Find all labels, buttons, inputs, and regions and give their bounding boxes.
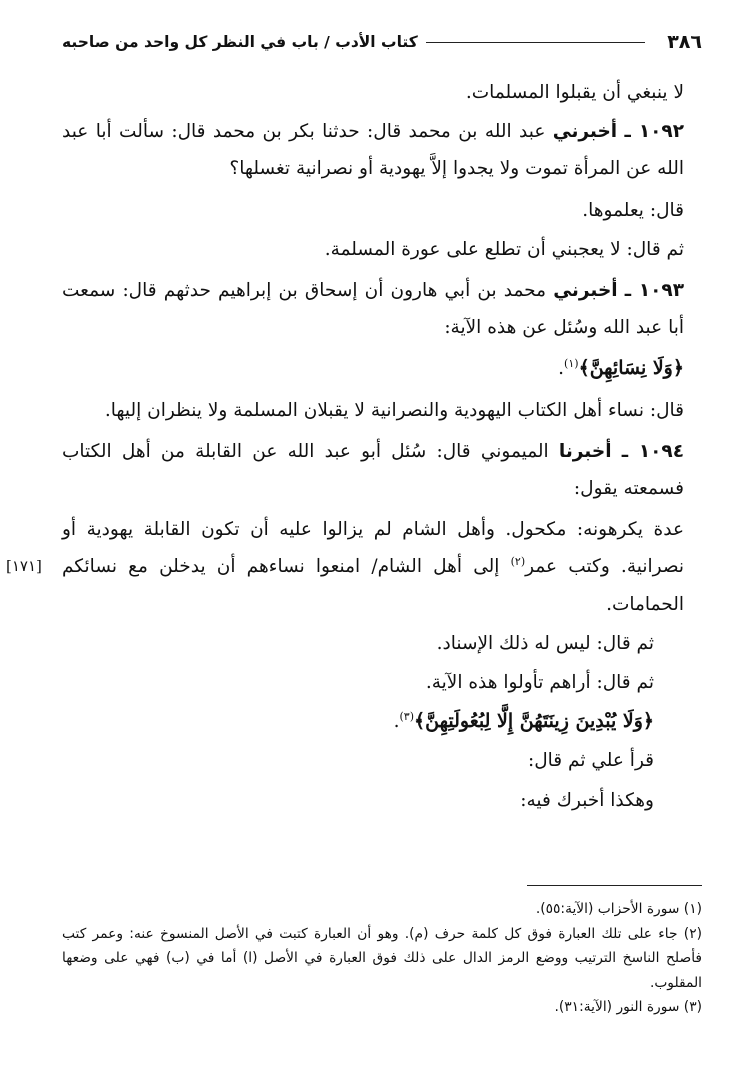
manuscript-folio-ref: [١٧١] [6,557,42,576]
paragraph [62,742,702,779]
paragraph [6,511,702,623]
paragraph [62,74,702,111]
text-line: قرأ علي ثم قال: [527,750,654,772]
main-text [6,74,702,821]
footnote-marker: (١) [564,357,579,371]
paragraph [62,392,702,429]
hadith-text: محمد بن أبي هارون أن إسحاق بن إبراهيم حدثهم قال: سمعت أبا عبد الله وسُئل عن هذه الآية: [62,280,684,339]
hadith-text: الميموني قال: سُئل أبو عبد الله عن القابلة من أهل الكتاب فسمعته يقول: [62,440,684,500]
hadith-1092 [62,113,702,187]
text-line: ثم قال: أراهم تأولوا هذه الآية. [425,672,654,694]
running-header [62,30,702,54]
footnote: (٣) سورة النور (الآية:٣١). [554,999,702,1015]
text-line: ثم قال: ليس له ذلك الإسناد. [436,632,654,654]
ayah-text: ﴿وَلَا يُبْدِينَ زِينَتَهُنَّ إِلَّا لِبُعُولَتِهِنَّ﴾ [414,710,654,733]
page-number: ٣٨٦ [667,31,702,53]
punctuation: . [393,711,400,733]
text-line: عدة يكرهونه: مكحول. وأهل الشام لم يزالوا عليه أن تكون القابلة يهودية أو نصرانية. وكتب عمر [62,519,685,578]
footnote-marker: (٣) [399,710,414,724]
footnote-divider [527,885,702,886]
hadith-number: ١٠٩٢ ـ [624,121,684,143]
hadith-text: عبد الله بن محمد قال: حدثنا بكر بن محمد قال: سألت أبا عبد الله عن المرأة تموت ولا يجدوا إلاَّ يهودية أو نصرانية تغسلها؟ [62,121,684,180]
hadith-lead: أخبرني [553,280,618,302]
paragraph [62,782,702,819]
ayah-text: ﴿وَلَا نِسَائِهِنَّ﴾ [578,357,684,380]
hadith-number: ١٠٩٤ ـ [621,440,685,462]
footnote: (٢) جاء على تلك العبارة فوق كل كلمة حرف (م). وهو أن العبارة كتبت في الأصل المنسوخ عنه: وعمر كتب فأصلح الناسخ الترتيب ووضع الرمز الدال على ذلك فوق العبارة في الأصل (ا) أما في (ب) فهي على وضعها المقلوب. [62,925,702,991]
text-line: ثم قال: لا يعجبني أن تطلع على عورة المسلمة. [324,238,684,260]
hadith-1093 [62,272,702,346]
hadith-lead: أخبرنا [558,440,612,462]
paragraph [62,231,702,268]
text-line: قال: يعلموها. [582,199,684,221]
footnotes [62,897,702,1020]
punctuation: . [558,358,565,380]
header-title: كتاب الأدب / باب في النظر كل واحد من صاحبه [62,33,418,51]
text-line: إلى أهل الشام/ امنعوا نساءهم أن يدخلن مع نسائكم الحمامات. [62,556,684,615]
quran-verse [62,350,702,387]
hadith-number: ١٠٩٣ ـ [624,280,685,302]
hadith-lead: أخبرني [552,121,618,143]
quran-verse [62,703,702,740]
hadith-1094 [62,433,702,507]
text-line: لا ينبغي أن يقبلوا المسلمات. [465,82,684,103]
text-line: قال: نساء أهل الكتاب اليهودية والنصرانية لا يقبلان المسلمة ولا ينظران إليها. [104,399,684,421]
paragraph [62,625,702,662]
footnote-marker: (٢) [510,555,526,569]
paragraph [62,192,702,229]
text-line: وهكذا أخبرك فيه: [520,789,654,811]
header-rule [426,42,645,43]
paragraph [62,664,702,701]
footnote: (١) سورة الأحزاب (الآية:٥٥). [535,901,702,917]
